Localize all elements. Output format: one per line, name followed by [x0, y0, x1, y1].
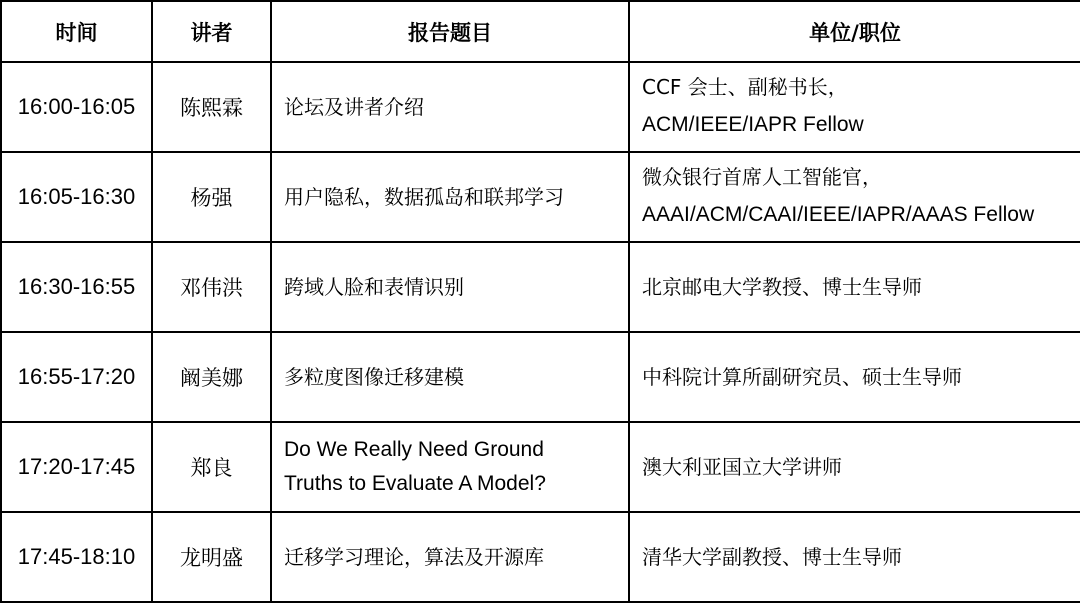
- affiliation-cell: [629, 422, 1080, 512]
- time-cell: 16:05-16:30: [1, 152, 152, 242]
- title-cell: [271, 422, 629, 512]
- speaker-cell: 陈熙霖: [152, 62, 271, 152]
- affiliation-cell: [629, 152, 1080, 242]
- time-cell: 16:00-16:05: [1, 62, 152, 152]
- header-time: 时间: [1, 1, 152, 62]
- affiliation-cell: [629, 512, 1080, 602]
- table-row: [1, 512, 1080, 602]
- affiliation-line: 北京邮电大学教授、博士生导师: [642, 274, 922, 299]
- affiliation-line: 澳大利亚国立大学讲师: [642, 454, 842, 479]
- title-line: Truths to Evaluate A Model?: [284, 472, 546, 495]
- header-title: 报告题目: [271, 1, 629, 62]
- speaker-cell: 龙明盛: [152, 512, 271, 602]
- title-cell: [271, 512, 629, 602]
- table-row: [1, 422, 1080, 512]
- header-row: [1, 1, 1080, 62]
- table-row: [1, 62, 1080, 152]
- table-row: [1, 152, 1080, 242]
- affiliation-line: 微众银行首席人工智能官，: [642, 165, 882, 190]
- affiliation-line: AAAI/ACM/CAAI/IEEE/IAPR/AAAS Fellow: [642, 203, 1035, 227]
- affiliation-line: 清华大学副教授、博士生导师: [642, 544, 902, 569]
- affiliation-cell: [629, 62, 1080, 152]
- title-line: 迁移学习理论，算法及开源库: [284, 544, 544, 569]
- title-cell: [271, 332, 629, 422]
- speaker-cell: 杨强: [152, 152, 271, 242]
- affiliation-cell: [629, 242, 1080, 332]
- header-speaker: 讲者: [152, 1, 271, 62]
- affiliation-line: 中科院计算所副研究员、硕士生导师: [642, 364, 962, 389]
- title-line: Do We Really Need Ground: [284, 438, 544, 462]
- time-cell: 16:55-17:20: [1, 332, 152, 422]
- title-line: 跨域人脸和表情识别: [284, 274, 464, 299]
- title-line: 多粒度图像迁移建模: [284, 364, 464, 389]
- speaker-cell: 阚美娜: [152, 332, 271, 422]
- table-row: [1, 242, 1080, 332]
- time-cell: 17:20-17:45: [1, 422, 152, 512]
- title-cell: [271, 62, 629, 152]
- title-line: 用户隐私，数据孤岛和联邦学习: [284, 184, 564, 209]
- affiliation-cell: [629, 332, 1080, 422]
- time-cell: 17:45-18:10: [1, 512, 152, 602]
- time-cell: 16:30-16:55: [1, 242, 152, 332]
- header-affiliation: 单位/职位: [629, 1, 1080, 62]
- title-cell: [271, 152, 629, 242]
- speaker-cell: 郑良: [152, 422, 271, 512]
- affiliation-line: CCF 会士、副秘书长，: [642, 75, 848, 100]
- speaker-cell: 邓伟洪: [152, 242, 271, 332]
- title-line: 论坛及讲者介绍: [284, 94, 424, 119]
- title-cell: [271, 242, 629, 332]
- table-row: [1, 332, 1080, 422]
- affiliation-line: ACM/IEEE/IAPR Fellow: [642, 113, 864, 137]
